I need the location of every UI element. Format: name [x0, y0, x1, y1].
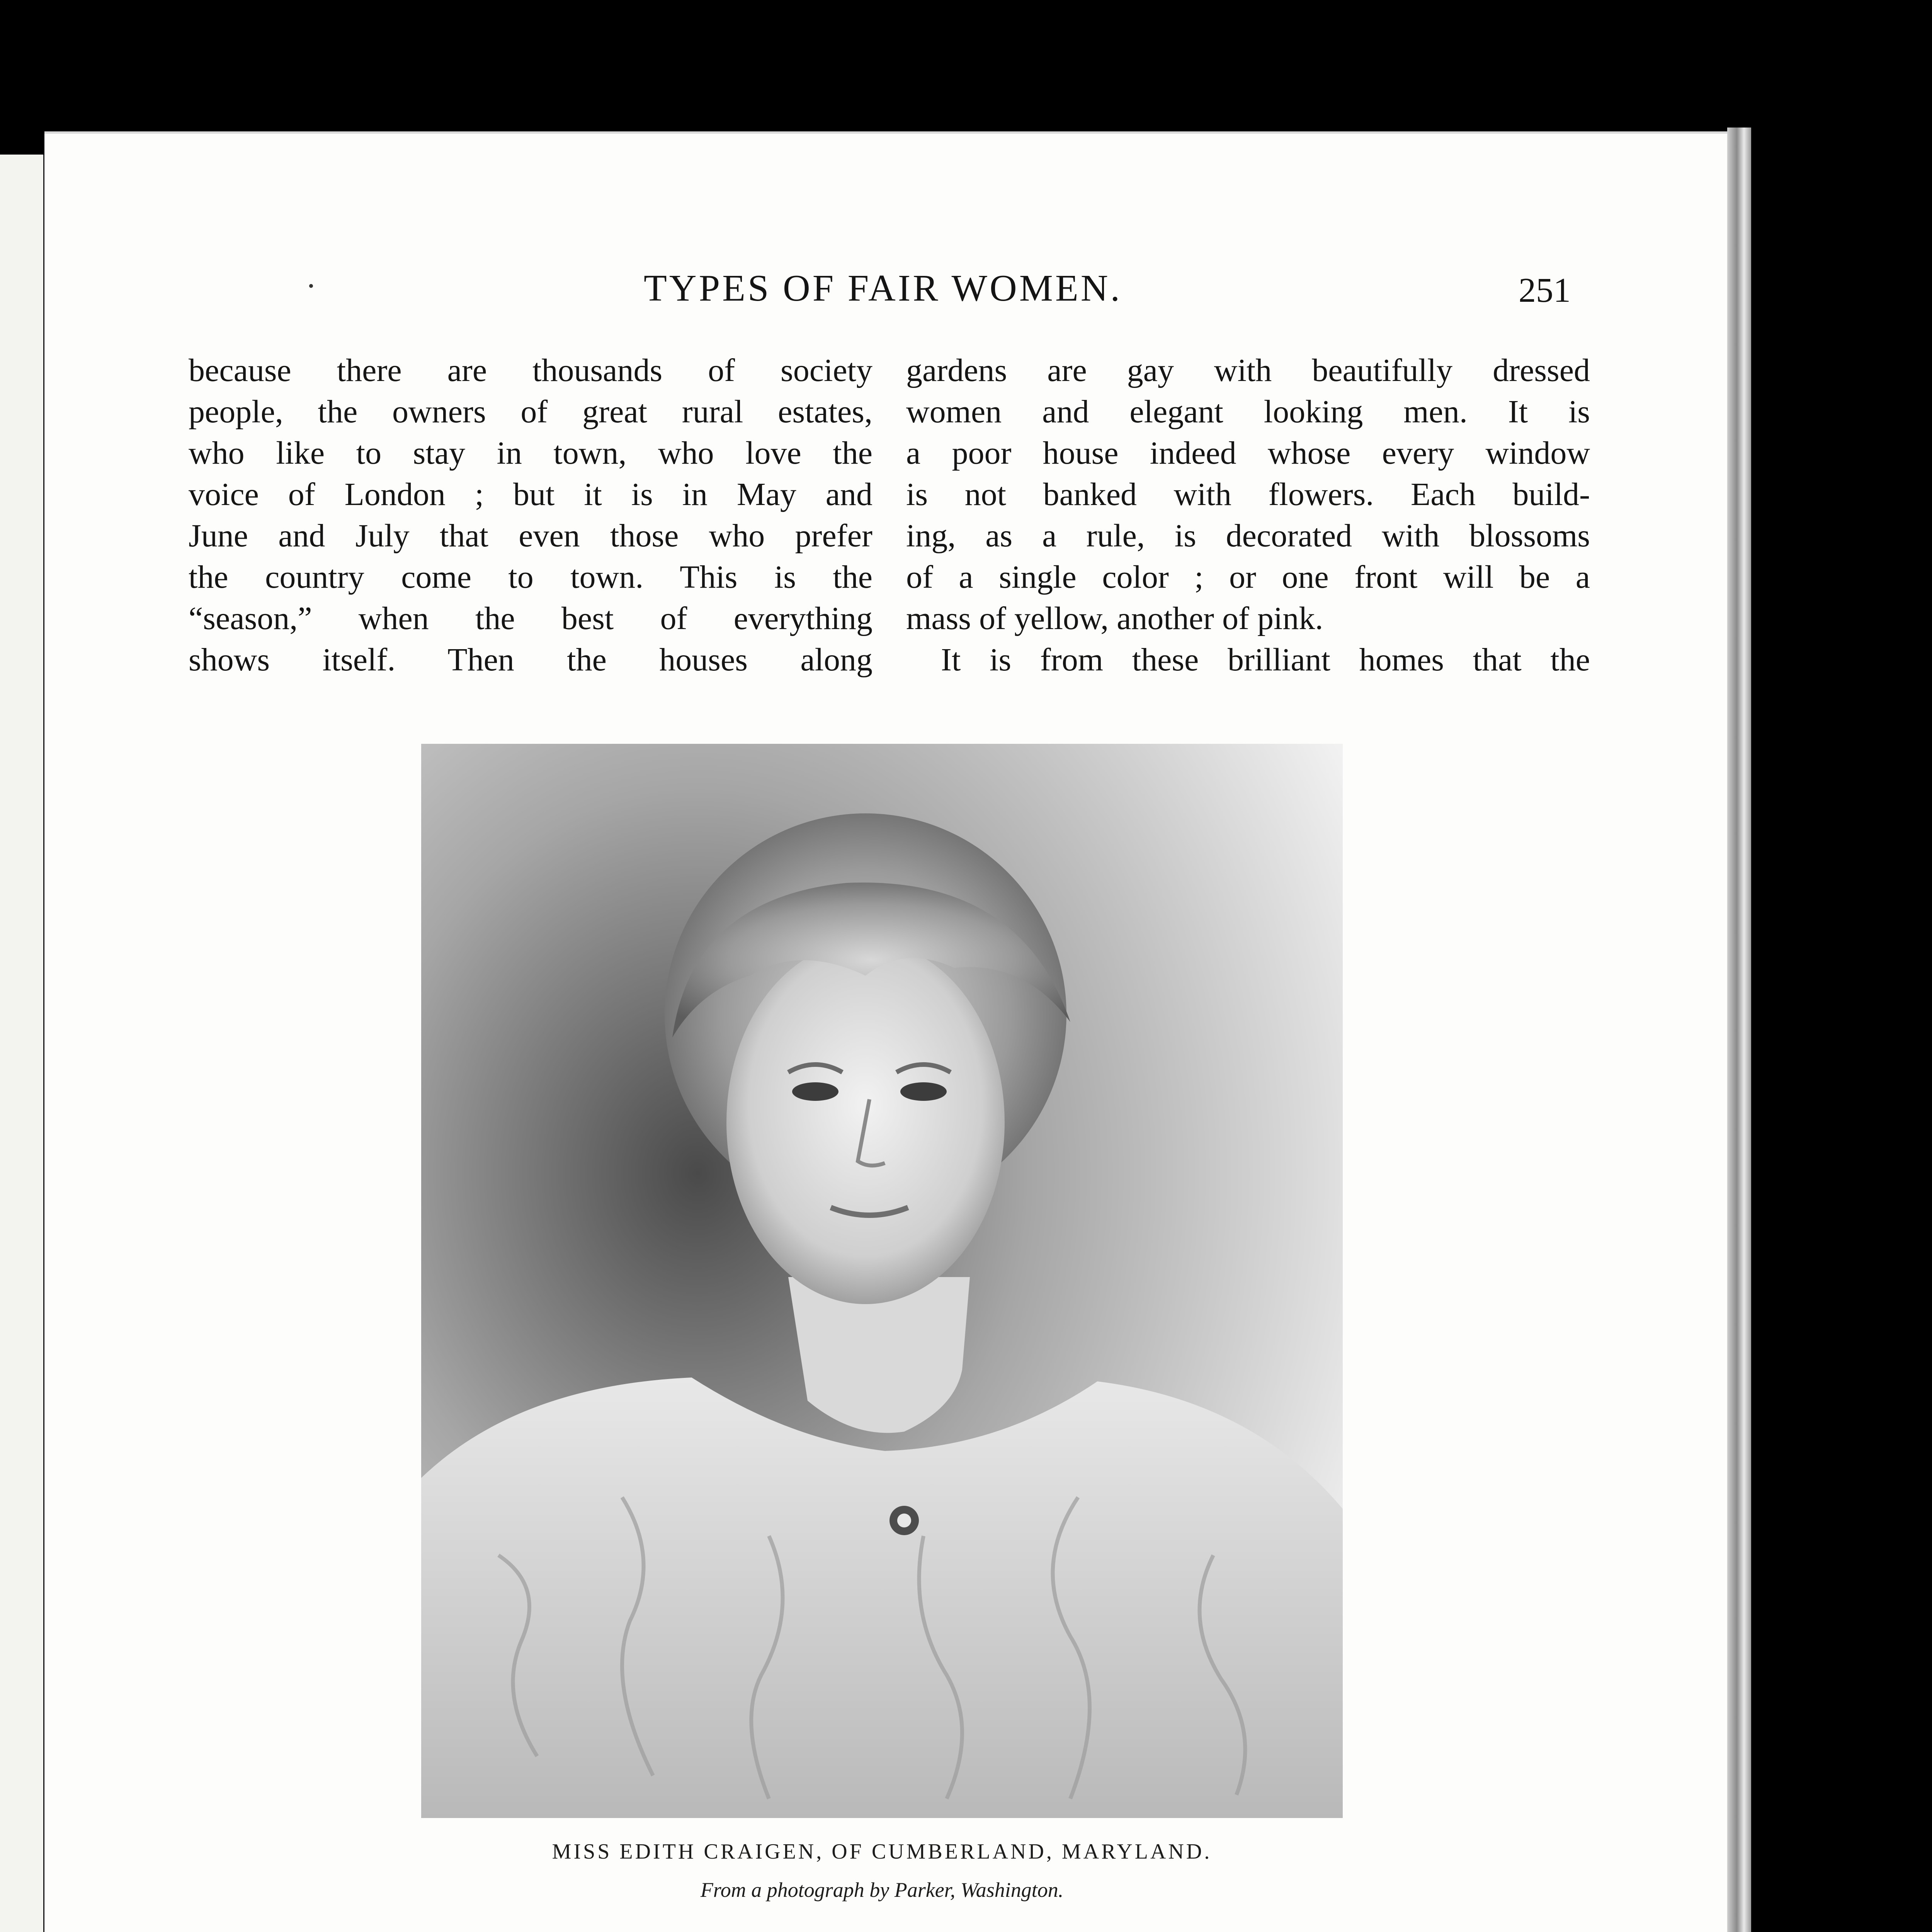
running-head: TYPES OF FAIR WOMEN.	[643, 267, 1122, 309]
portrait-photograph	[421, 744, 1343, 1818]
text-line: is not banked with flowers. Each build-	[906, 476, 1590, 512]
text-line: shows itself. Then the houses along	[189, 642, 872, 678]
text-line: women and elegant looking men. It is	[906, 394, 1590, 430]
text-line: a poor house indeed whose every window	[906, 435, 1590, 471]
text-line: ing, as a rule, is decorated with blossoms	[906, 518, 1590, 554]
photo-credit: From a photograph by Parker, Washington.	[700, 1878, 1064, 1901]
top-left-column	[189, 350, 872, 680]
top-right-column	[906, 350, 1590, 680]
text-line: gardens are gay with beautifully dressed	[906, 352, 1590, 388]
page-stack-edge	[1727, 128, 1751, 1932]
text-line: because there are thousands of society	[189, 352, 872, 388]
text-line: voice of London ; but it is in May and	[189, 476, 872, 512]
text-line: “season,” when the best of everything	[189, 600, 872, 636]
text-line: of a single color ; or one front will be a	[906, 559, 1590, 595]
text-line: June and July that even those who prefer	[189, 518, 872, 554]
print-speck	[309, 284, 313, 288]
text-line: who like to stay in town, who love the	[189, 435, 872, 471]
portrait-illustration	[421, 744, 1343, 1818]
text-line: people, the owners of great rural estates,	[189, 394, 872, 430]
text-line: the country come to town. This is the	[189, 559, 872, 595]
photo-caption: MISS EDITH CRAIGEN, OF CUMBERLAND, MARYLAND.	[552, 1840, 1212, 1864]
text-line: mass of yellow, another of pink.	[906, 600, 1323, 636]
page-number: 251	[1519, 271, 1571, 310]
text-line: It is from these brilliant homes that the	[941, 642, 1590, 678]
facing-page-edge	[0, 155, 46, 1932]
